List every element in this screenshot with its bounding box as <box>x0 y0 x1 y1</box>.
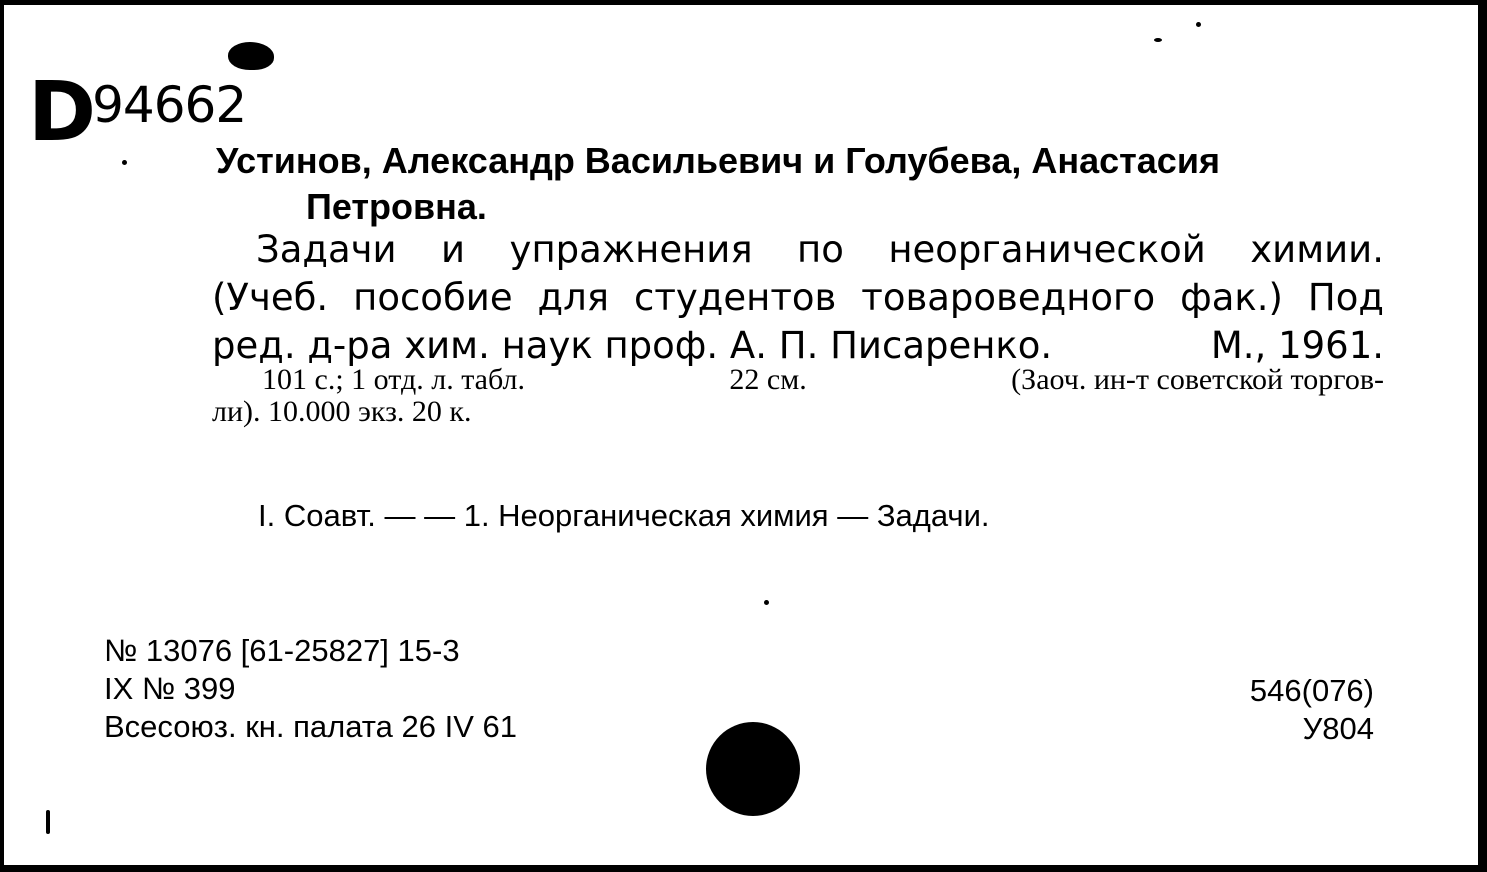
registration-line-1: № 13076 [61-25827] 15-3 <box>104 633 460 668</box>
title-word: для <box>537 276 610 319</box>
title-line-1 <box>212 226 1384 274</box>
subject-tracings: I. Соавт. — — 1. Неорганическая химия — Задачи. <box>258 498 990 533</box>
title-word: химии. <box>1250 228 1384 271</box>
registration-block <box>104 632 517 746</box>
series-statement: (Заоч. ин-т советской торгов- <box>1011 363 1384 396</box>
title-word: студентов <box>633 276 837 319</box>
title-word: Задачи <box>256 228 397 271</box>
title-word: Под <box>1307 276 1384 319</box>
pagination: 101 с.; 1 отд. л. табл. <box>262 363 525 396</box>
card-border-left <box>0 0 4 872</box>
call-number: У804 <box>1302 711 1374 746</box>
udc-number: 546(076) <box>1249 673 1374 708</box>
title-word: упражнения <box>509 228 753 271</box>
title-line-2 <box>212 274 1384 322</box>
title-word: неорганической <box>888 228 1206 271</box>
title-word: фак.) <box>1180 276 1283 319</box>
series-continuation: ли). 10.000 экз. 20 к. <box>212 395 472 428</box>
editor-statement: ред. д-ра хим. наук проф. А. П. Писаренко. <box>212 324 1053 367</box>
registration-line-3: Всесоюз. кн. палата 26 IV 61 <box>104 709 517 744</box>
title-word: и <box>441 228 466 271</box>
accession-mark <box>28 65 247 160</box>
card-border-top <box>0 0 1487 5</box>
accession-letter: D <box>28 65 93 160</box>
card-border-right <box>1478 0 1487 872</box>
title-statement <box>212 226 1384 370</box>
title-word: по <box>797 228 844 271</box>
collation-block <box>212 364 1384 428</box>
publication-info: М., 1961. <box>1210 324 1384 367</box>
speck <box>1154 38 1162 42</box>
punch-hole <box>706 722 800 816</box>
classification-block <box>1250 672 1374 748</box>
speck <box>764 600 769 605</box>
registration-line-2: IX № 399 <box>104 671 236 706</box>
ink-blot <box>228 42 274 70</box>
accession-number: 94662 <box>92 76 247 134</box>
author-line-2: Петровна. <box>306 186 487 227</box>
author-line-1: Устинов, Александр Васильевич и Голубева, Анастасия <box>216 140 1220 181</box>
dimensions: 22 см. <box>729 363 807 396</box>
speck <box>122 160 127 165</box>
title-word: (Учеб. <box>212 276 329 319</box>
title-word: пособие <box>353 276 513 319</box>
speck <box>1196 22 1201 27</box>
collation-line-2 <box>212 396 1384 428</box>
author-heading <box>216 138 1386 230</box>
title-word: товароведного <box>861 276 1156 319</box>
card-border-bottom <box>0 865 1487 872</box>
collation-line-1 <box>212 364 1384 396</box>
speck <box>46 810 50 834</box>
